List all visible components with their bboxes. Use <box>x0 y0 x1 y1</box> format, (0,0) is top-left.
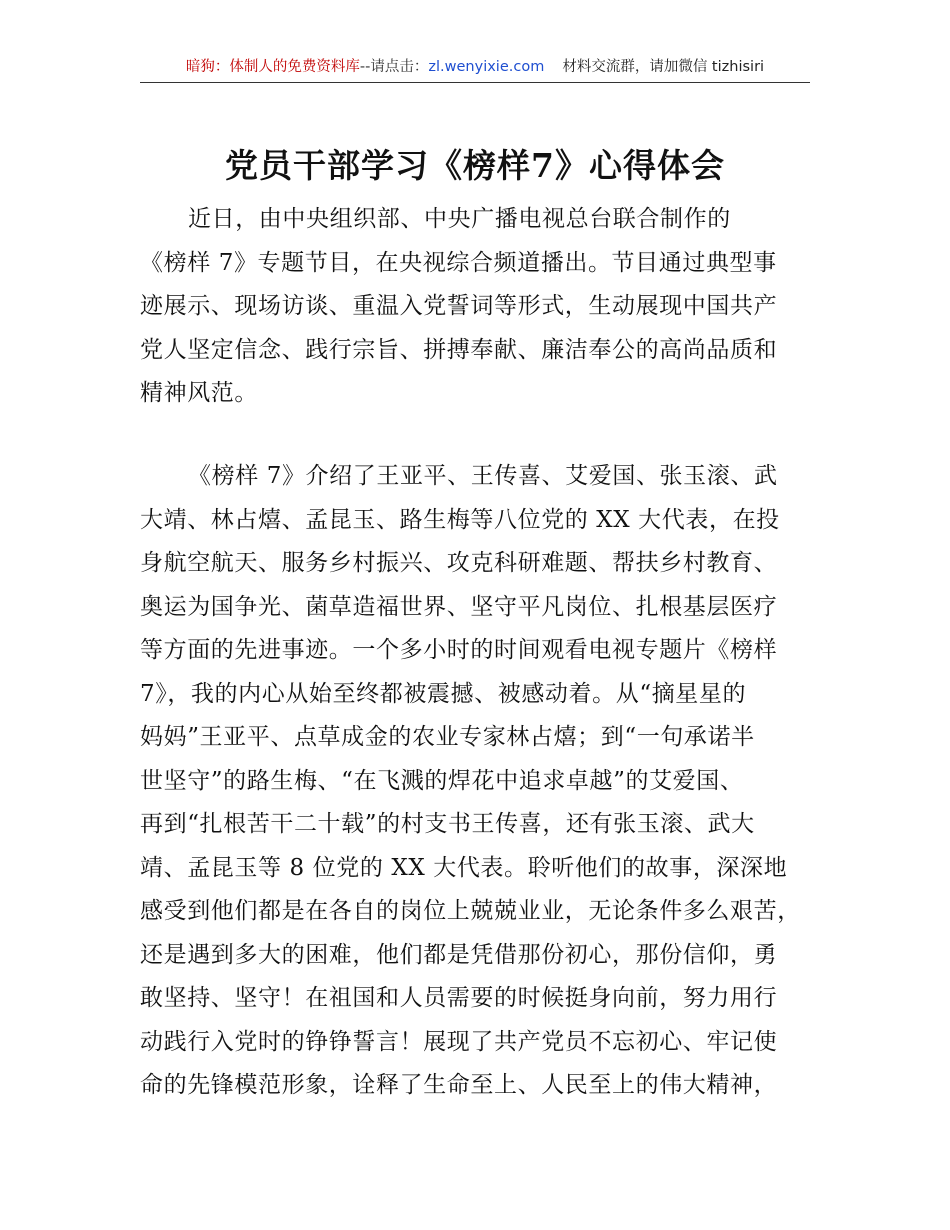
paragraph-line: 《榜样 7》专题节目，在央视综合频道播出。节目通过典型事 <box>140 249 777 276</box>
paragraph-line: 等方面的先进事迹。一个多小时的时间观看电视专题片《榜样 <box>140 637 778 663</box>
paragraph-line: 动践行入党时的铮铮誓言！展现了共产党员不忘初心、牢记使 <box>140 1028 778 1055</box>
paragraph-line: 近日，由中央组织部、中央广播电视总台联合制作的 <box>188 206 731 232</box>
paragraph-line: 身航空航天、服务乡村振兴、攻克科研难题、帮扶乡村教育、 <box>140 550 778 576</box>
paragraph-line: 还是遇到多大的困难，他们都是凭借那份初心，那份信仰，勇 <box>140 941 778 968</box>
paragraph-line: 奥运为国争光、菌草造福世界、坚守平凡岗位、扎根基层医疗 <box>140 593 778 620</box>
header-contact: 材料交流群，请加微信 tizhisiri <box>562 59 765 75</box>
paragraph-line: 7》，我的内心从始至终都被震撼、被感动着。从“摘星星的 <box>140 680 747 707</box>
paragraph-line: 命的先锋模范形象，诠释了生命至上、人民至上的伟大精神， <box>140 1072 778 1098</box>
paragraph-line: 迹展示、现场访谈、重温入党誓词等形式，生动展现中国共产 <box>140 293 778 319</box>
paragraph-line: 党人坚定信念、践行宗旨、拼搏奉献、廉洁奉公的高尚品质和 <box>140 336 778 363</box>
paragraph-line: 精神风范。 <box>140 380 258 406</box>
page-header <box>140 56 810 83</box>
header-brand: 暗狗：体制人的免费资料库 <box>185 59 360 75</box>
paragraph-line: 妈妈”王亚平、点草成金的农业专家林占熺；到“一句承诺半 <box>140 724 755 750</box>
paragraph-line: 世坚守”的路生梅、“在飞溅的焊花中追求卓越”的艾爱国、 <box>140 767 744 794</box>
paragraph-line: 靖、孟昆玉等 8 位党的 XX 大代表。聆听他们的故事，深深地 <box>140 854 788 881</box>
document-title: 党员干部学习《榜样7》心得体会 <box>225 146 725 185</box>
paragraph-2 <box>140 455 801 1108</box>
paragraph-1 <box>140 198 777 416</box>
paragraph-line: 敢坚持、坚守！在祖国和人员需要的时候挺身向前，努力用行 <box>140 985 778 1011</box>
paragraph-line: 《榜样 7》介绍了王亚平、王传喜、艾爱国、张玉滚、武 <box>188 463 778 489</box>
paragraph-line: 大靖、林占熺、孟昆玉、路生梅等八位党的 XX 大代表，在投 <box>140 506 780 533</box>
paragraph-line: 感受到他们都是在各自的岗位上兢兢业业，无论条件多么艰苦， <box>140 898 801 924</box>
paragraph-line: 再到“扎根苦干二十载”的村支书王传喜，还有张玉滚、武大 <box>140 811 755 837</box>
header-url-link[interactable]: zl.wenyixie.com <box>428 59 545 75</box>
header-prompt: --请点击： <box>359 59 429 75</box>
